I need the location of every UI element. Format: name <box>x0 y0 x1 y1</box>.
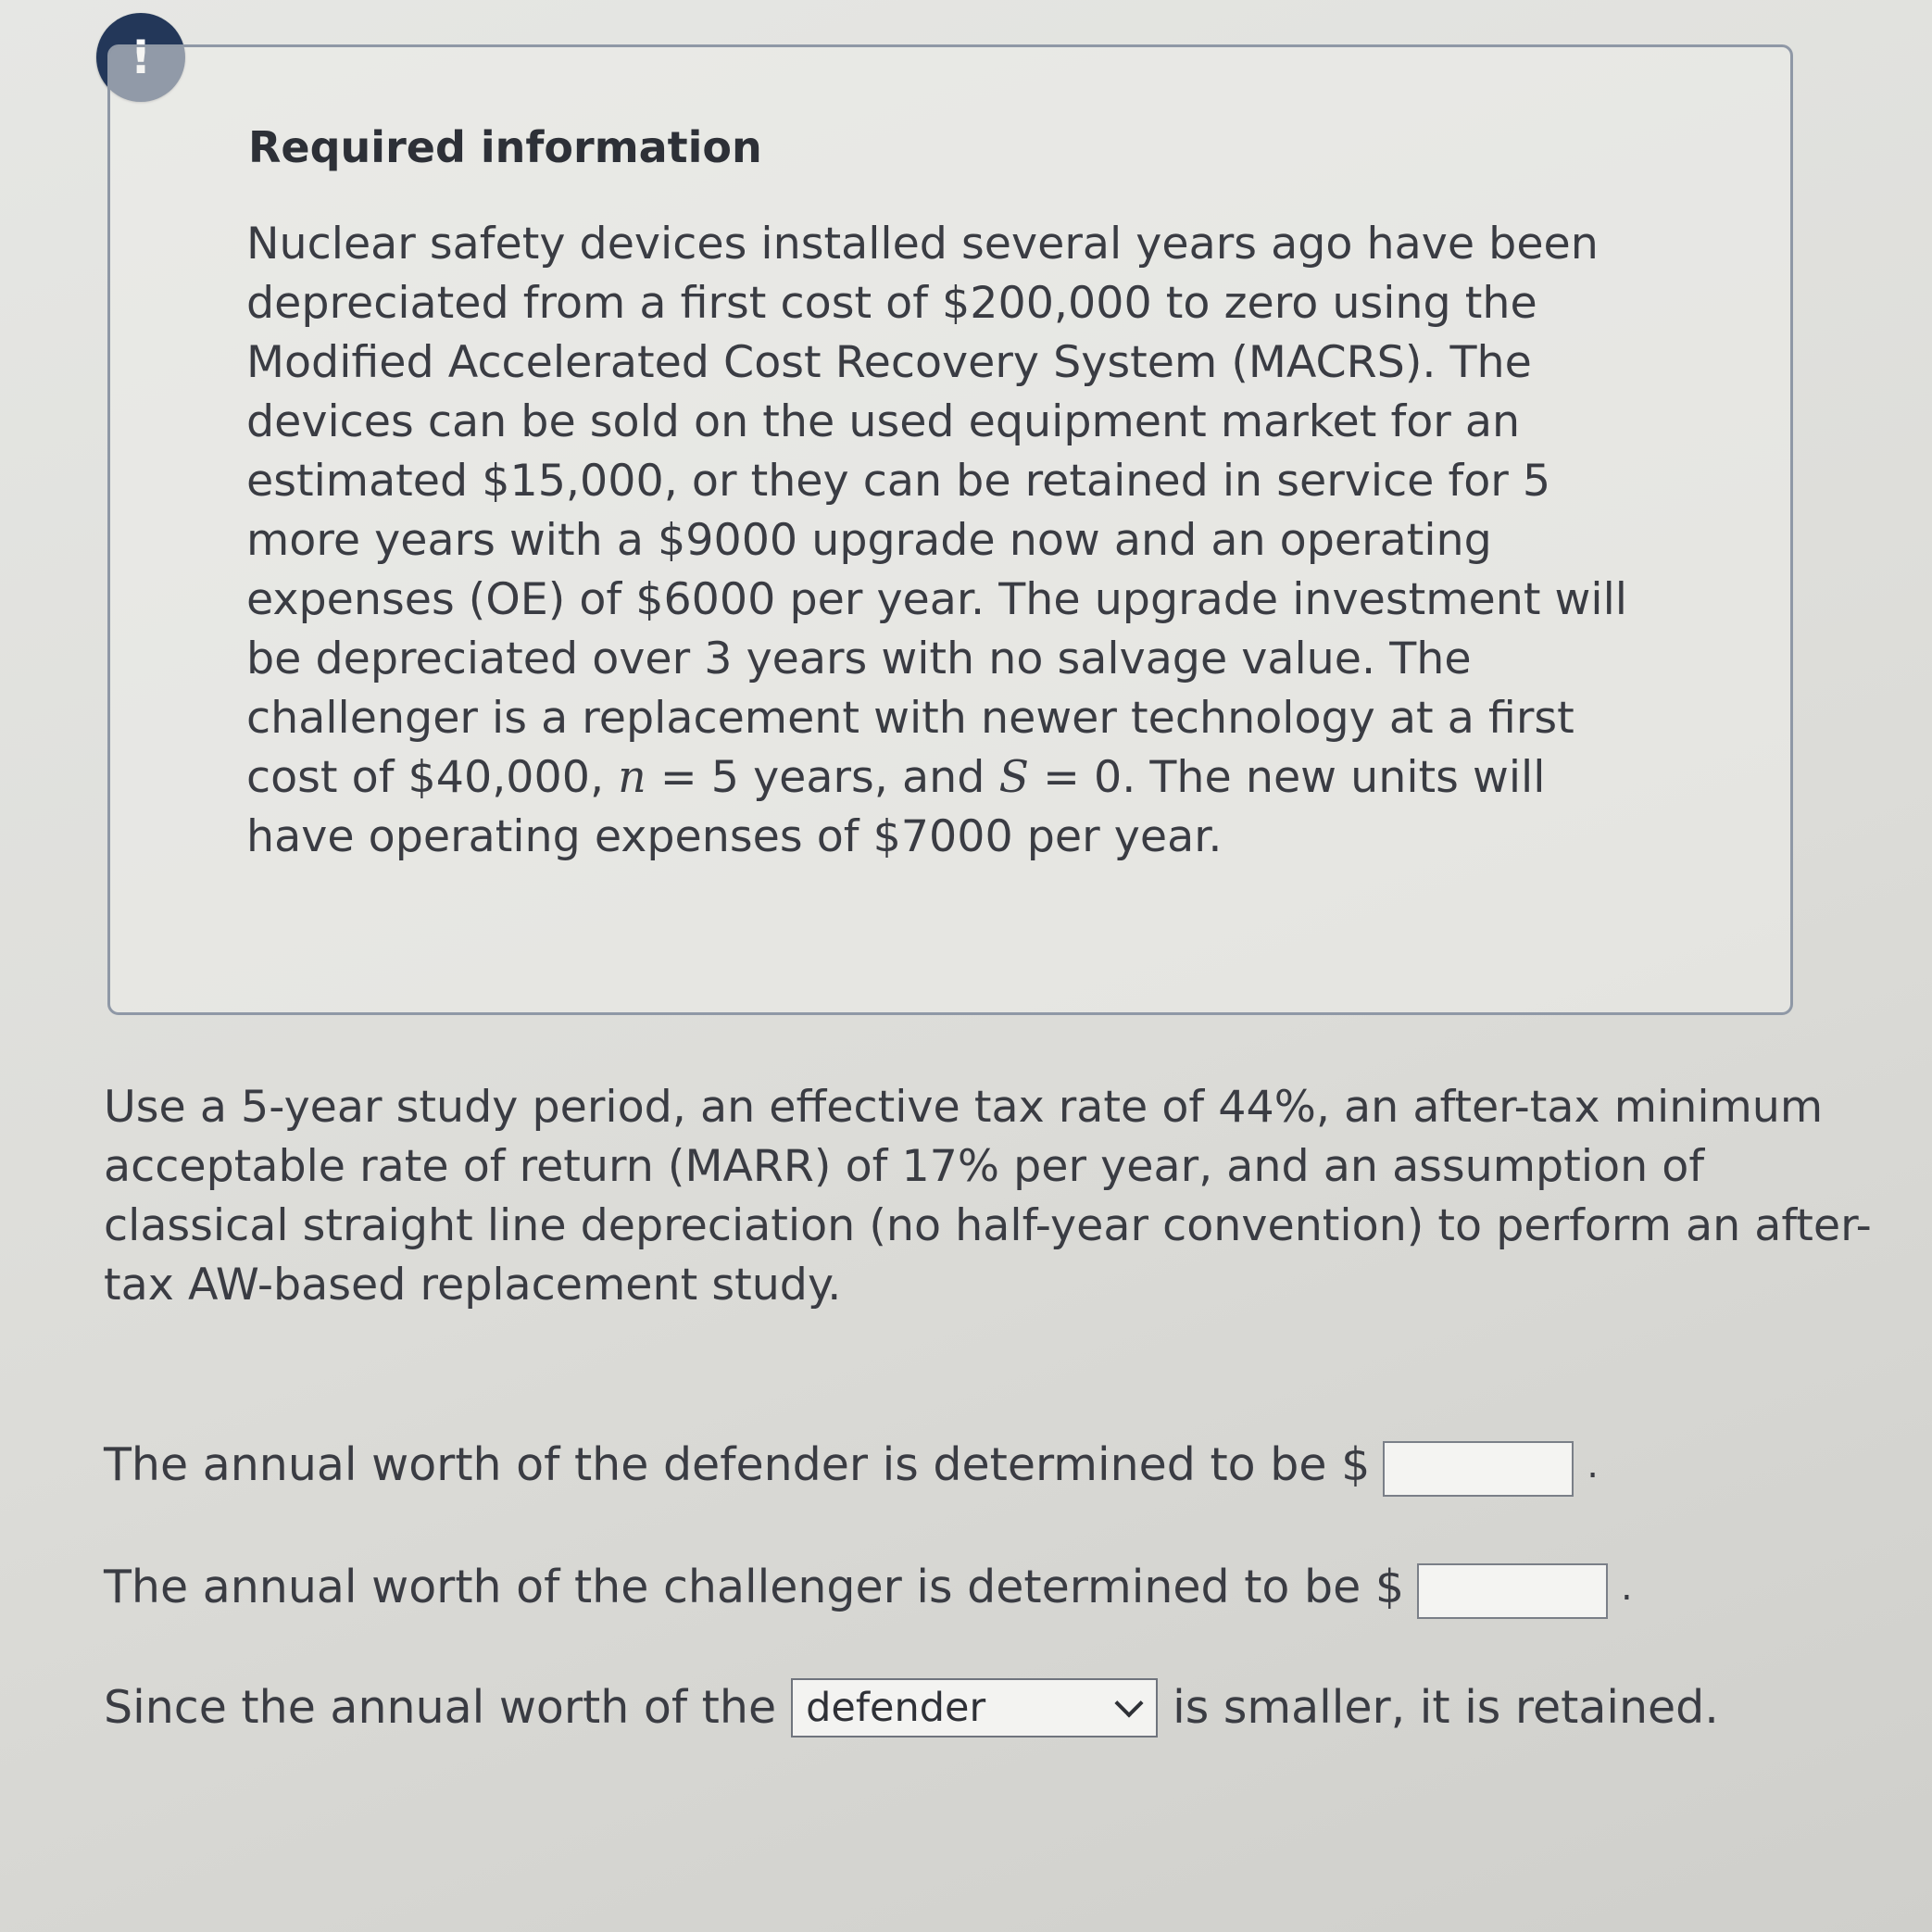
defender-answer-input[interactable] <box>1383 1441 1574 1497</box>
period: . <box>1621 1566 1633 1609</box>
instruction-line: classical straight line depreciation (no half-year convention) to perform an after- <box>104 1200 1872 1251</box>
period: . <box>1587 1444 1599 1487</box>
defender-label: The annual worth of the defender is determined to be $ <box>104 1438 1371 1491</box>
statement-line: more years with a $9000 upgrade now and an operating <box>246 515 1492 566</box>
challenger-answer-input[interactable] <box>1417 1563 1608 1619</box>
defender-question <box>104 1434 1599 1497</box>
statement-line: Nuclear safety devices installed several years ago have been <box>246 219 1599 270</box>
statement-line: devices can be sold on the used equipment market for an <box>246 396 1521 447</box>
conclusion-dropdown[interactable] <box>791 1678 1158 1738</box>
statement-line: have operating expenses of $7000 per year. <box>246 811 1223 862</box>
statement-text: cost of $40,000, <box>246 752 619 803</box>
variable-n: n <box>618 752 646 803</box>
instruction-line: acceptable rate of return (MARR) of 17% per year, and an assumption of <box>104 1141 1705 1192</box>
statement-line: estimated $15,000, or they can be retained in service for 5 <box>246 456 1551 507</box>
statement-text: = 0. The new units will <box>1029 752 1546 803</box>
conclusion-suffix: is smaller, it is retained. <box>1173 1681 1719 1734</box>
statement-text: = 5 years, and <box>646 752 999 803</box>
conclusion-prefix: Since the annual worth of the <box>104 1681 777 1734</box>
instruction-line: tax AW-based replacement study. <box>104 1260 842 1311</box>
statement-line <box>246 748 1691 808</box>
conclusion-question <box>104 1678 1719 1738</box>
statement-line: depreciated from a first cost of $200,000 to zero using the <box>246 278 1537 329</box>
variable-s: S <box>998 752 1029 803</box>
chevron-down-icon <box>1115 1688 1144 1717</box>
statement-line: expenses (OE) of $6000 per year. The upgrade investment will <box>246 574 1627 625</box>
statement-line: be depreciated over 3 years with no salvage value. The <box>246 634 1472 684</box>
dropdown-selected-value: defender <box>806 1685 986 1731</box>
statement-line: Modified Accelerated Cost Recovery System (MACRS). The <box>246 337 1532 388</box>
statement-line: challenger is a replacement with newer technology at a first <box>246 693 1574 744</box>
challenger-label: The annual worth of the challenger is determined to be $ <box>104 1561 1404 1613</box>
panel-title: Required information <box>248 122 762 172</box>
problem-statement <box>246 215 1691 867</box>
instructions <box>104 1078 1901 1315</box>
instruction-line: Use a 5-year study period, an effective tax rate of 44%, an after-tax minimum <box>104 1082 1824 1133</box>
challenger-question <box>104 1556 1633 1619</box>
